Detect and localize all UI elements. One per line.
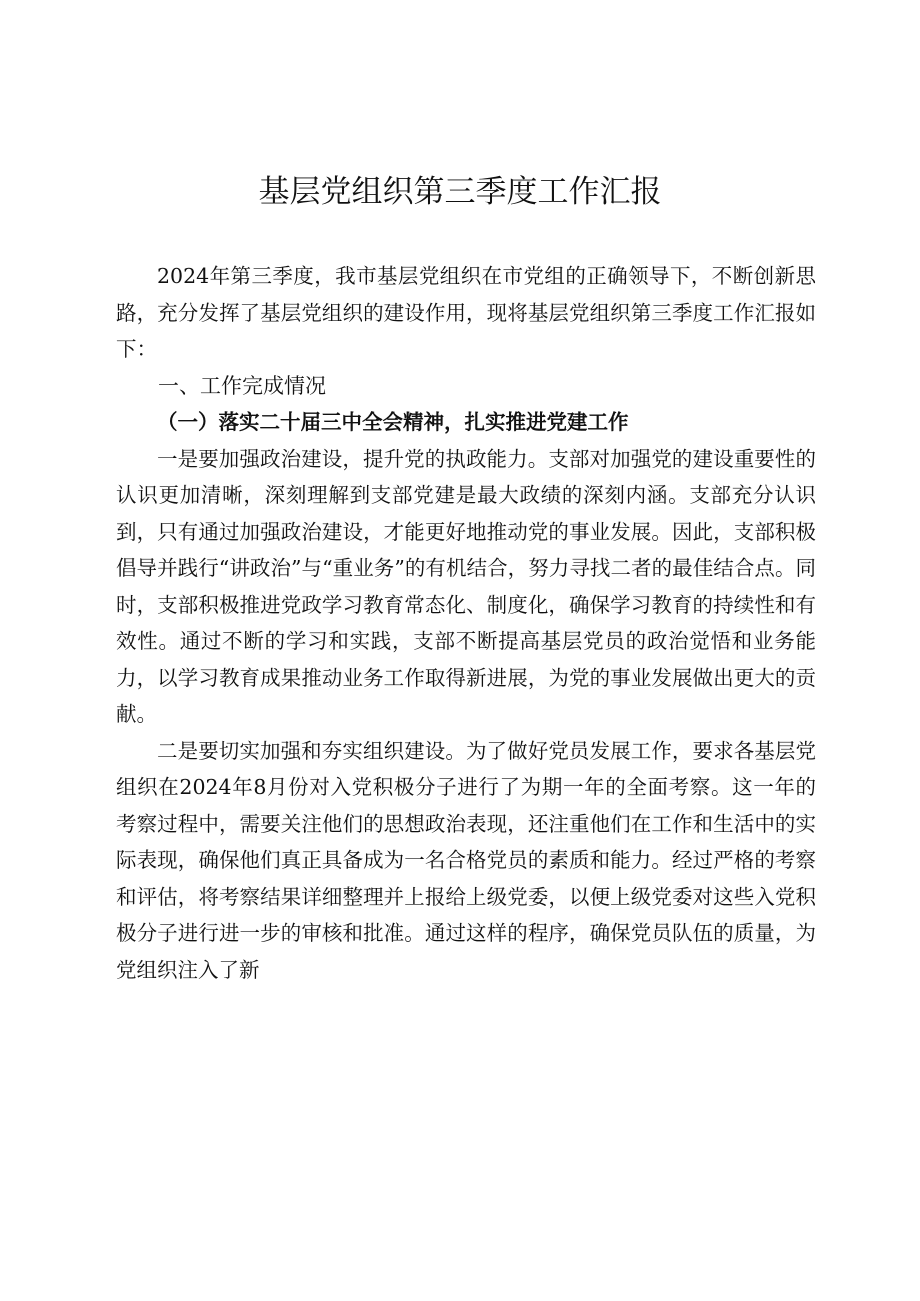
body-paragraph-2: 二是要切实加强和夯实组织建设。为了做好党员发展工作，要求各基层党组织在2024年8月份对入党积极分子进行了为期一年的全面考察。这一年的考察过程中，需要关注他们的思想政治表现，还注重他们在工作和生活中的实际表现，确保他们真正具备成为一名合格党员的素质和能力。经过严格的考察和评估，将考察结果详细整理并上报给上级党委，以便上级党委对这些入党积极分子进行进一步的审核和批准。通过这样的程序，确保党员队伍的质量，为党组织注入了新 <box>116 738 816 982</box>
document-body <box>116 258 816 988</box>
document-title: 基层党组织第三季度工作汇报 <box>258 174 662 210</box>
body-paragraph-1: 一是要加强政治建设，提升党的执政能力。支部对加强党的建设重要性的认识更加清晰，深刻理解到支部党建是最大政绩的深刻内涵。支部充分认识到，只有通过加强政治建设，才能更好地推动党的事业发展。因此，支部积极倡导并践行“讲政治”与“重业务”的有机结合，努力寻找二者的最佳结合点。同时，支部积极推进党政学习教育常态化、制度化，确保学习教育的持续性和有效性。通过不断的学习和实践，支部不断提高基层党员的政治觉悟和业务能力，以学习教育成果推动业务工作取得新进展，为党的事业发展做出更大的贡献。 <box>116 446 816 726</box>
intro-paragraph: 2024年第三季度，我市基层党组织在市党组的正确领导下，不断创新思路，充分发挥了基层党组织的建设作用，现将基层党组织第三季度工作汇报如下： <box>116 264 816 361</box>
section-heading: 一、工作完成情况 <box>158 373 326 398</box>
subsection-heading: （一）落实二十届三中全会精神，扎实推进党建工作 <box>157 410 629 434</box>
